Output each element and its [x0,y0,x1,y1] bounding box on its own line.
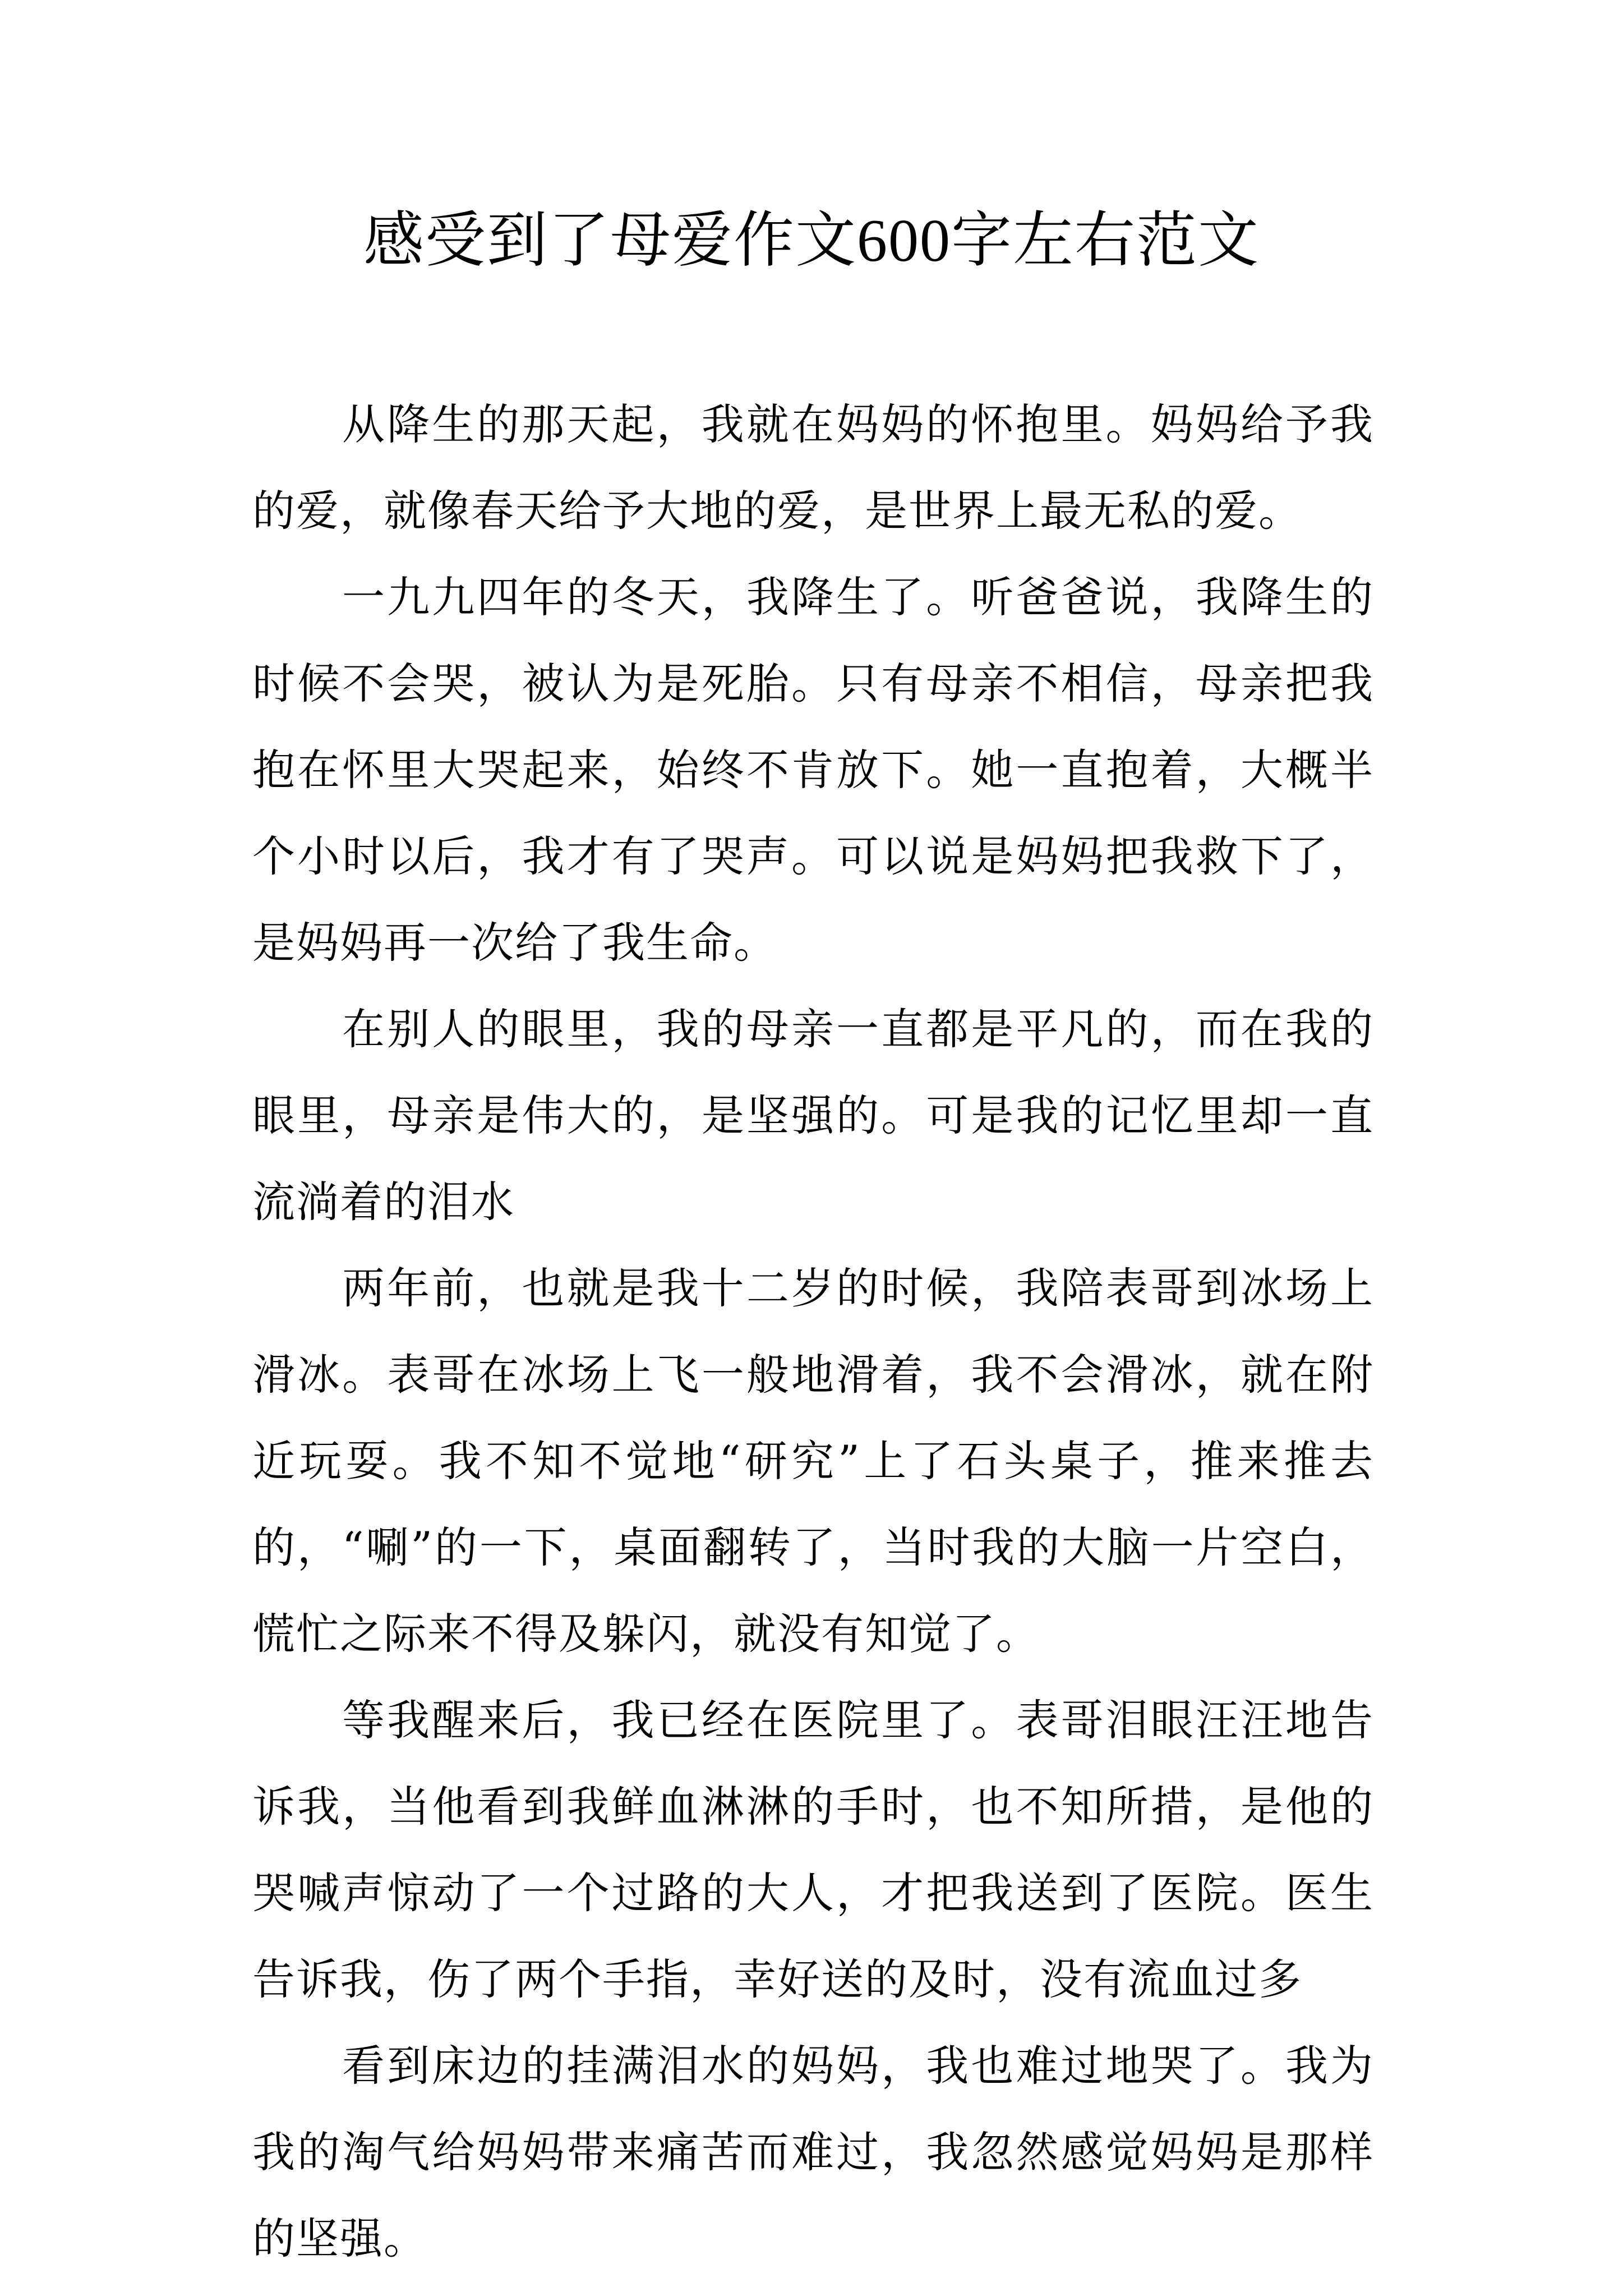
paragraph-4: 两年前，也就是我十二岁的时候，我陪表哥到冰场上滑冰。表哥在冰场上飞一般地滑着，我不会滑冰，就在附近玩耍。我不知不觉地“研究”上了石头桌子，推来推去的，“唰”的一下，桌面翻转了，当时我的大脑一片空白，慌忙之际来不得及躲闪，就没有知觉了。 [252,1263,1374,1659]
paragraph-2: 一九九四年的冬天，我降生了。听爸爸说，我降生的时候不会哭，被认为是死胎。只有母亲不相信，母亲把我抱在怀里大哭起来，始终不肯放下。她一直抱着，大概半个小时以后，我才有了哭声。可以说是妈妈把我救下了，是妈妈再一次给了我生命。 [252,572,1374,968]
paragraph-1: 从降生的那天起，我就在妈妈的怀抱里。妈妈给予我的爱，就像春天给予大地的爱，是世界上最无私的爱。 [252,399,1374,536]
document-title: 感受到了母爱作文600字左右范文 [363,208,1260,274]
paragraph-5: 等我醒来后，我已经在医院里了。表哥泪眼汪汪地告诉我，当他看到我鲜血淋淋的手时，也不知所措，是他的哭喊声惊动了一个过路的大人，才把我送到了医院。医生告诉我，伤了两个手指，幸好送的及时，没有流血过多 [252,1695,1374,2004]
paragraph-3: 在别人的眼里，我的母亲一直都是平凡的，而在我的眼里，母亲是伟大的，是坚强的。可是我的记忆里却一直流淌着的泪水 [252,1004,1374,1227]
paragraph-6: 看到床边的挂满泪水的妈妈，我也难过地哭了。我为我的淘气给妈妈带来痛苦而难过，我忽然感觉妈妈是那样的坚强。 [252,2041,1374,2263]
document-body [252,381,1374,2282]
